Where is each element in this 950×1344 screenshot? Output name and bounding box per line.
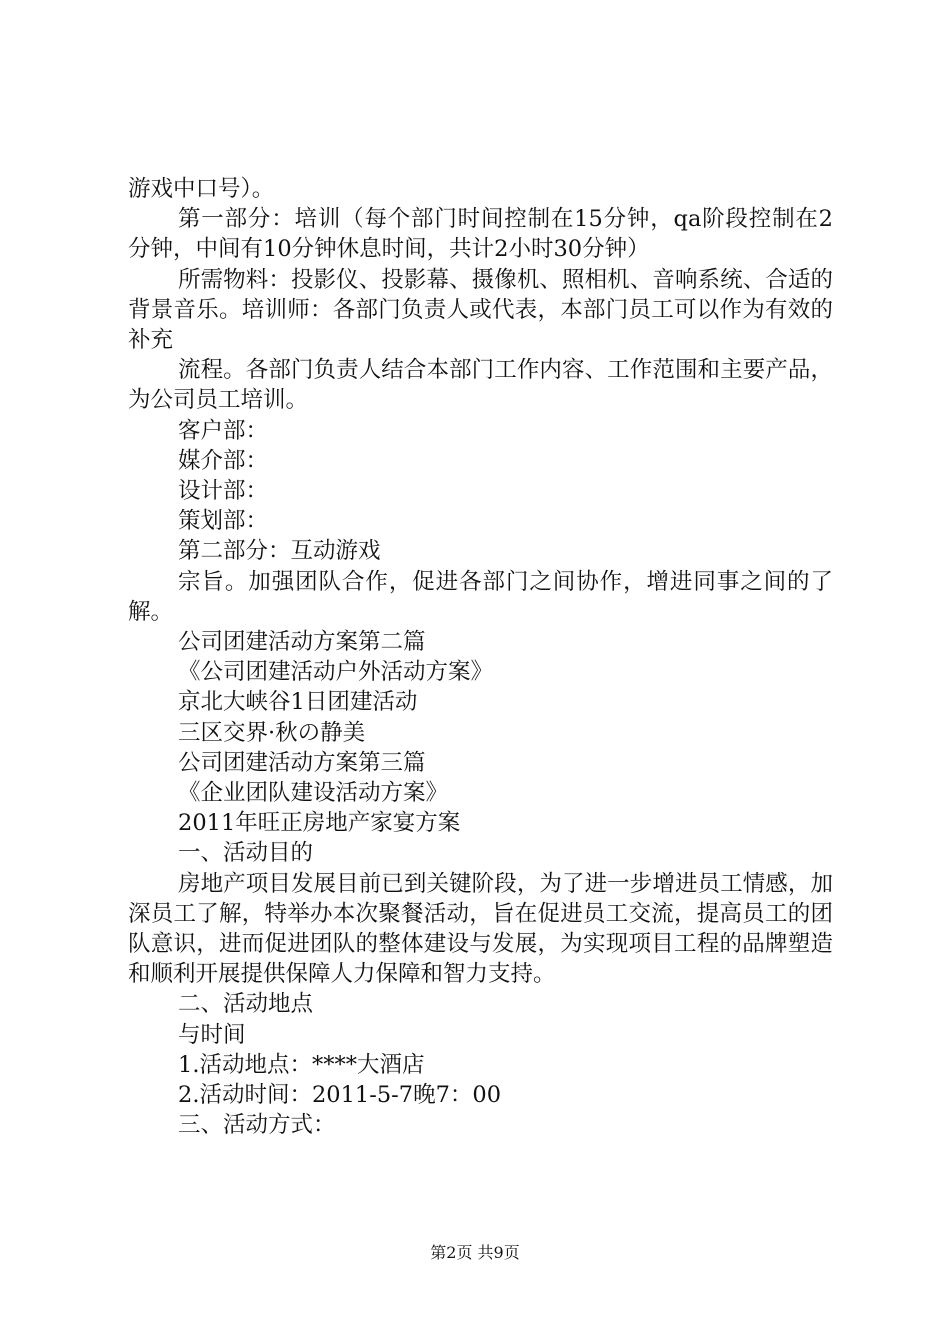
paragraph: 第二部分：互动游戏 — [178, 538, 381, 565]
paragraph: 三区交界·秋の静美 — [178, 719, 366, 746]
paragraph: 2.活动时间：2011-5-7晚7：00 — [178, 1082, 502, 1109]
paragraph: 三、活动方式： — [178, 1112, 336, 1139]
paragraph: 公司团建活动方案第三篇 — [178, 749, 426, 776]
paragraph: 游戏中口号）。 — [128, 176, 275, 202]
paragraph: 2011年旺正房地产家宴方案 — [178, 810, 461, 837]
paragraph: 公司团建活动方案第二篇 — [178, 629, 426, 656]
paragraph: 客户部： — [178, 417, 269, 444]
page-footer — [0, 1243, 950, 1263]
paragraph: 流程。各部门负责人结合本部门工作内容、工作范围和主要产品，为公司员工培训。 — [128, 357, 833, 414]
paragraph: 媒介部： — [178, 447, 269, 474]
paragraph: 与时间 — [178, 1021, 246, 1048]
paragraph: 所需物料：投影仪、投影幕、摄像机、照相机、音响系统、合适的背景音乐。培训师：各部门负责人或代表，本部门员工可以作为有效的补充 — [128, 266, 833, 354]
paragraph: 第一部分：培训（每个部门时间控制在15分钟，qa阶段控制在2分钟，中间有10分钟休息时间，共计2小时30分钟） — [128, 206, 833, 263]
paragraph: 《公司团建活动户外活动方案》 — [178, 659, 494, 686]
paragraph: 二、活动地点 — [178, 991, 314, 1018]
paragraph: 京北大峡谷1日团建活动 — [178, 689, 418, 716]
paragraph: 一、活动目的 — [178, 840, 314, 867]
page-number-label: 第2页 共9页 — [430, 1243, 520, 1262]
paragraph: 房地产项目发展目前已到关键阶段，为了进一步增进员工情感，加深员工了解，特举办本次聚餐活动，旨在促进员工交流，提高员工的团队意识，进而促进团队的整体建设与发展，为实现项目工程的品牌塑造和顺利开展提供保障人力保障和智力支持。 — [128, 870, 833, 988]
paragraph: 《企业团队建设活动方案》 — [178, 780, 449, 807]
paragraph: 设计部： — [178, 478, 269, 505]
document-body — [128, 174, 833, 1141]
paragraph: 宗旨。加强团队合作，促进各部门之间协作，增进同事之间的了解。 — [128, 568, 833, 625]
paragraph: 策划部： — [178, 508, 269, 535]
paragraph: 1.活动地点：****大酒店 — [178, 1051, 425, 1078]
